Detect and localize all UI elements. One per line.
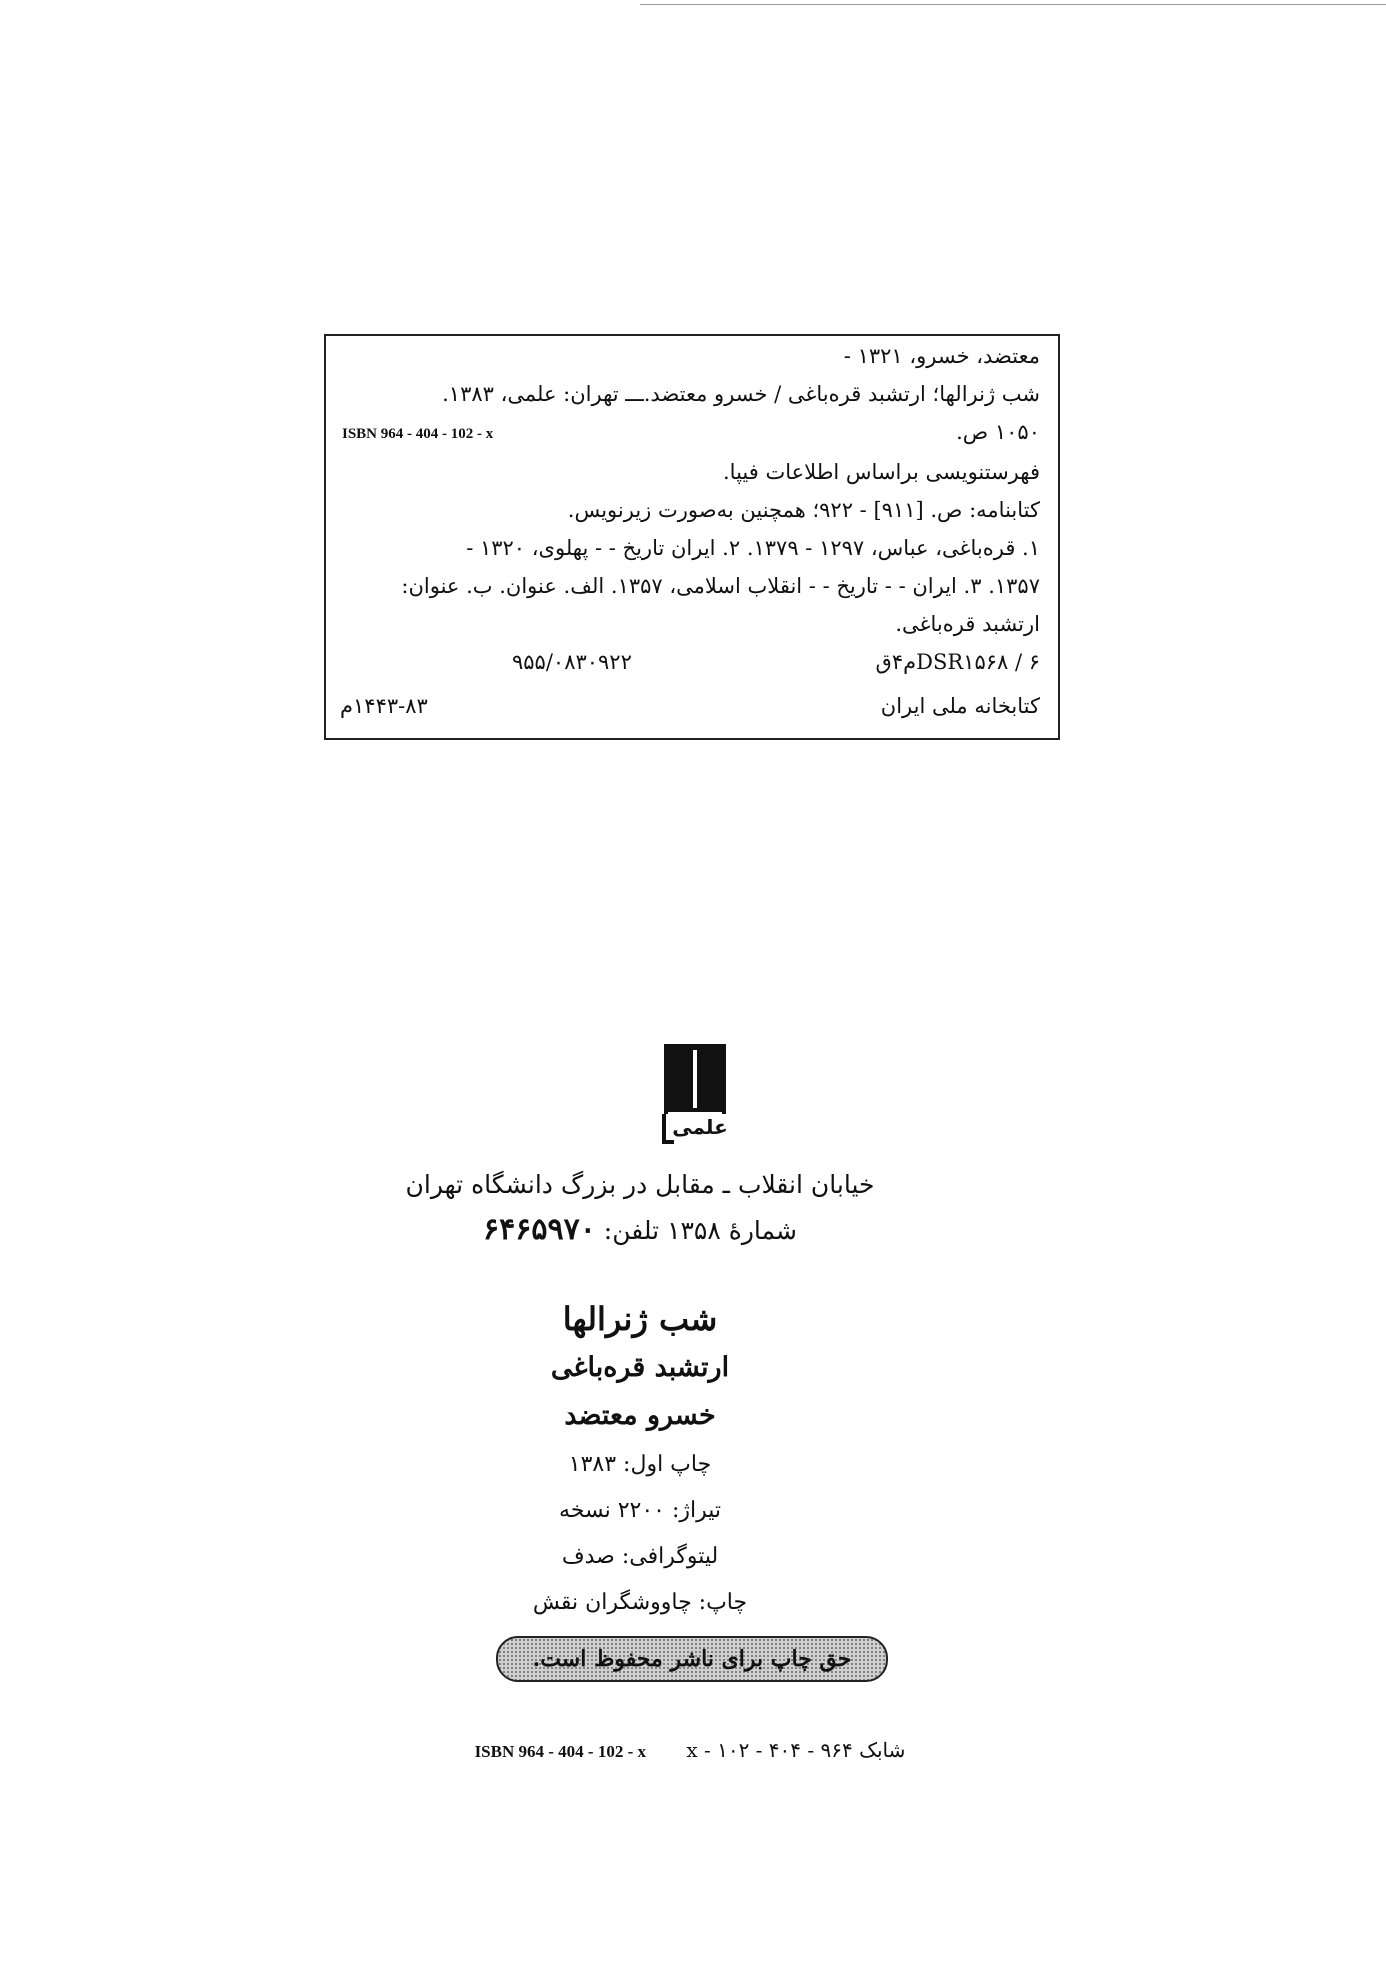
cip-library-number: ۱۴۴۳-۸۳م [340,694,428,718]
printing-info: چاپ: چاووشگران نقش [532,1590,748,1615]
cip-bibliography-note: کتابنامه: ص. [۹۱۱] - ۹۲۲؛ همچنین به‌صورت زیرنویس. [567,498,1040,522]
book-title: شب ژنرالها [562,1300,718,1338]
cip-lc-number: DSR۱۵۶۸ / ۶م۴ق [875,650,1040,674]
cip-author-line: معتضد، خسرو، ۱۳۲۱ - [843,344,1040,368]
publisher-phone [380,1212,900,1247]
cip-subjects-line1: ۱. قره‌باغی، عباس، ۱۲۹۷ - ۱۳۷۹. ۲. ایران تاریخ - - پهلوی، ۱۳۲۰ - [466,536,1040,560]
lithography-info: لیتوگرافی: صدف [561,1544,719,1569]
cip-dewey-number: ۹۵۵/۰۸۳۰۹۲۲ [512,650,632,674]
cip-pages-line: ۱۰۵۰ ص. [956,420,1040,444]
cip-subjects-line2: ۱۳۵۷. ۳. ایران - - تاریخ - - انقلاب اسلامی، ۱۳۵۷. الف. عنوان. ب. عنوان: [401,574,1040,598]
book-author: خسرو معتضد [564,1400,716,1431]
cataloging-box [324,334,1060,740]
book-subtitle: ارتشبد قره‌باغی [550,1352,730,1383]
cip-isbn: ISBN 964 - 404 - 102 - x [342,426,494,442]
phone-label: شمارهٔ ۱۳۵۸ تلفن: [603,1216,797,1245]
isbn-persian: شابک x - ۱۰۲ - ۴۰۴ - ۹۶۴ [686,1738,906,1762]
rights-notice [496,1636,888,1682]
cip-title-line: شب ژنرالها؛ ارتشبد قره‌باغی / خسرو معتضد.ـــ تهران: علمی، ۱۳۸۳. [442,382,1040,406]
isbn-footer [380,1738,1000,1762]
phone-number: ۶۴۶۵۹۷۰ [483,1212,596,1247]
rights-text: حق چاپ برای ناشر محفوظ است. [532,1646,852,1672]
cip-library-name: کتابخانه ملی ایران [880,694,1040,718]
cip-subjects-line3: ارتشبد قره‌باغی. [895,612,1040,636]
isbn-latin: ISBN 964 - 404 - 102 - x [474,1742,646,1761]
cip-fipa-note: فهرستنویسی براساس اطلاعات فیپا. [723,460,1040,484]
logo-text: علمی [672,1115,728,1139]
publisher-address: خیابان انقلاب ـ مقابل در بزرگ دانشگاه تهران [405,1170,875,1199]
edition-info: چاپ اول: ۱۳۸۳ [568,1452,712,1477]
top-rule [640,4,1386,5]
book-logo-icon [660,1042,730,1146]
print-run-info: تیراژ: ۲۲۰۰ نسخه [558,1498,722,1523]
